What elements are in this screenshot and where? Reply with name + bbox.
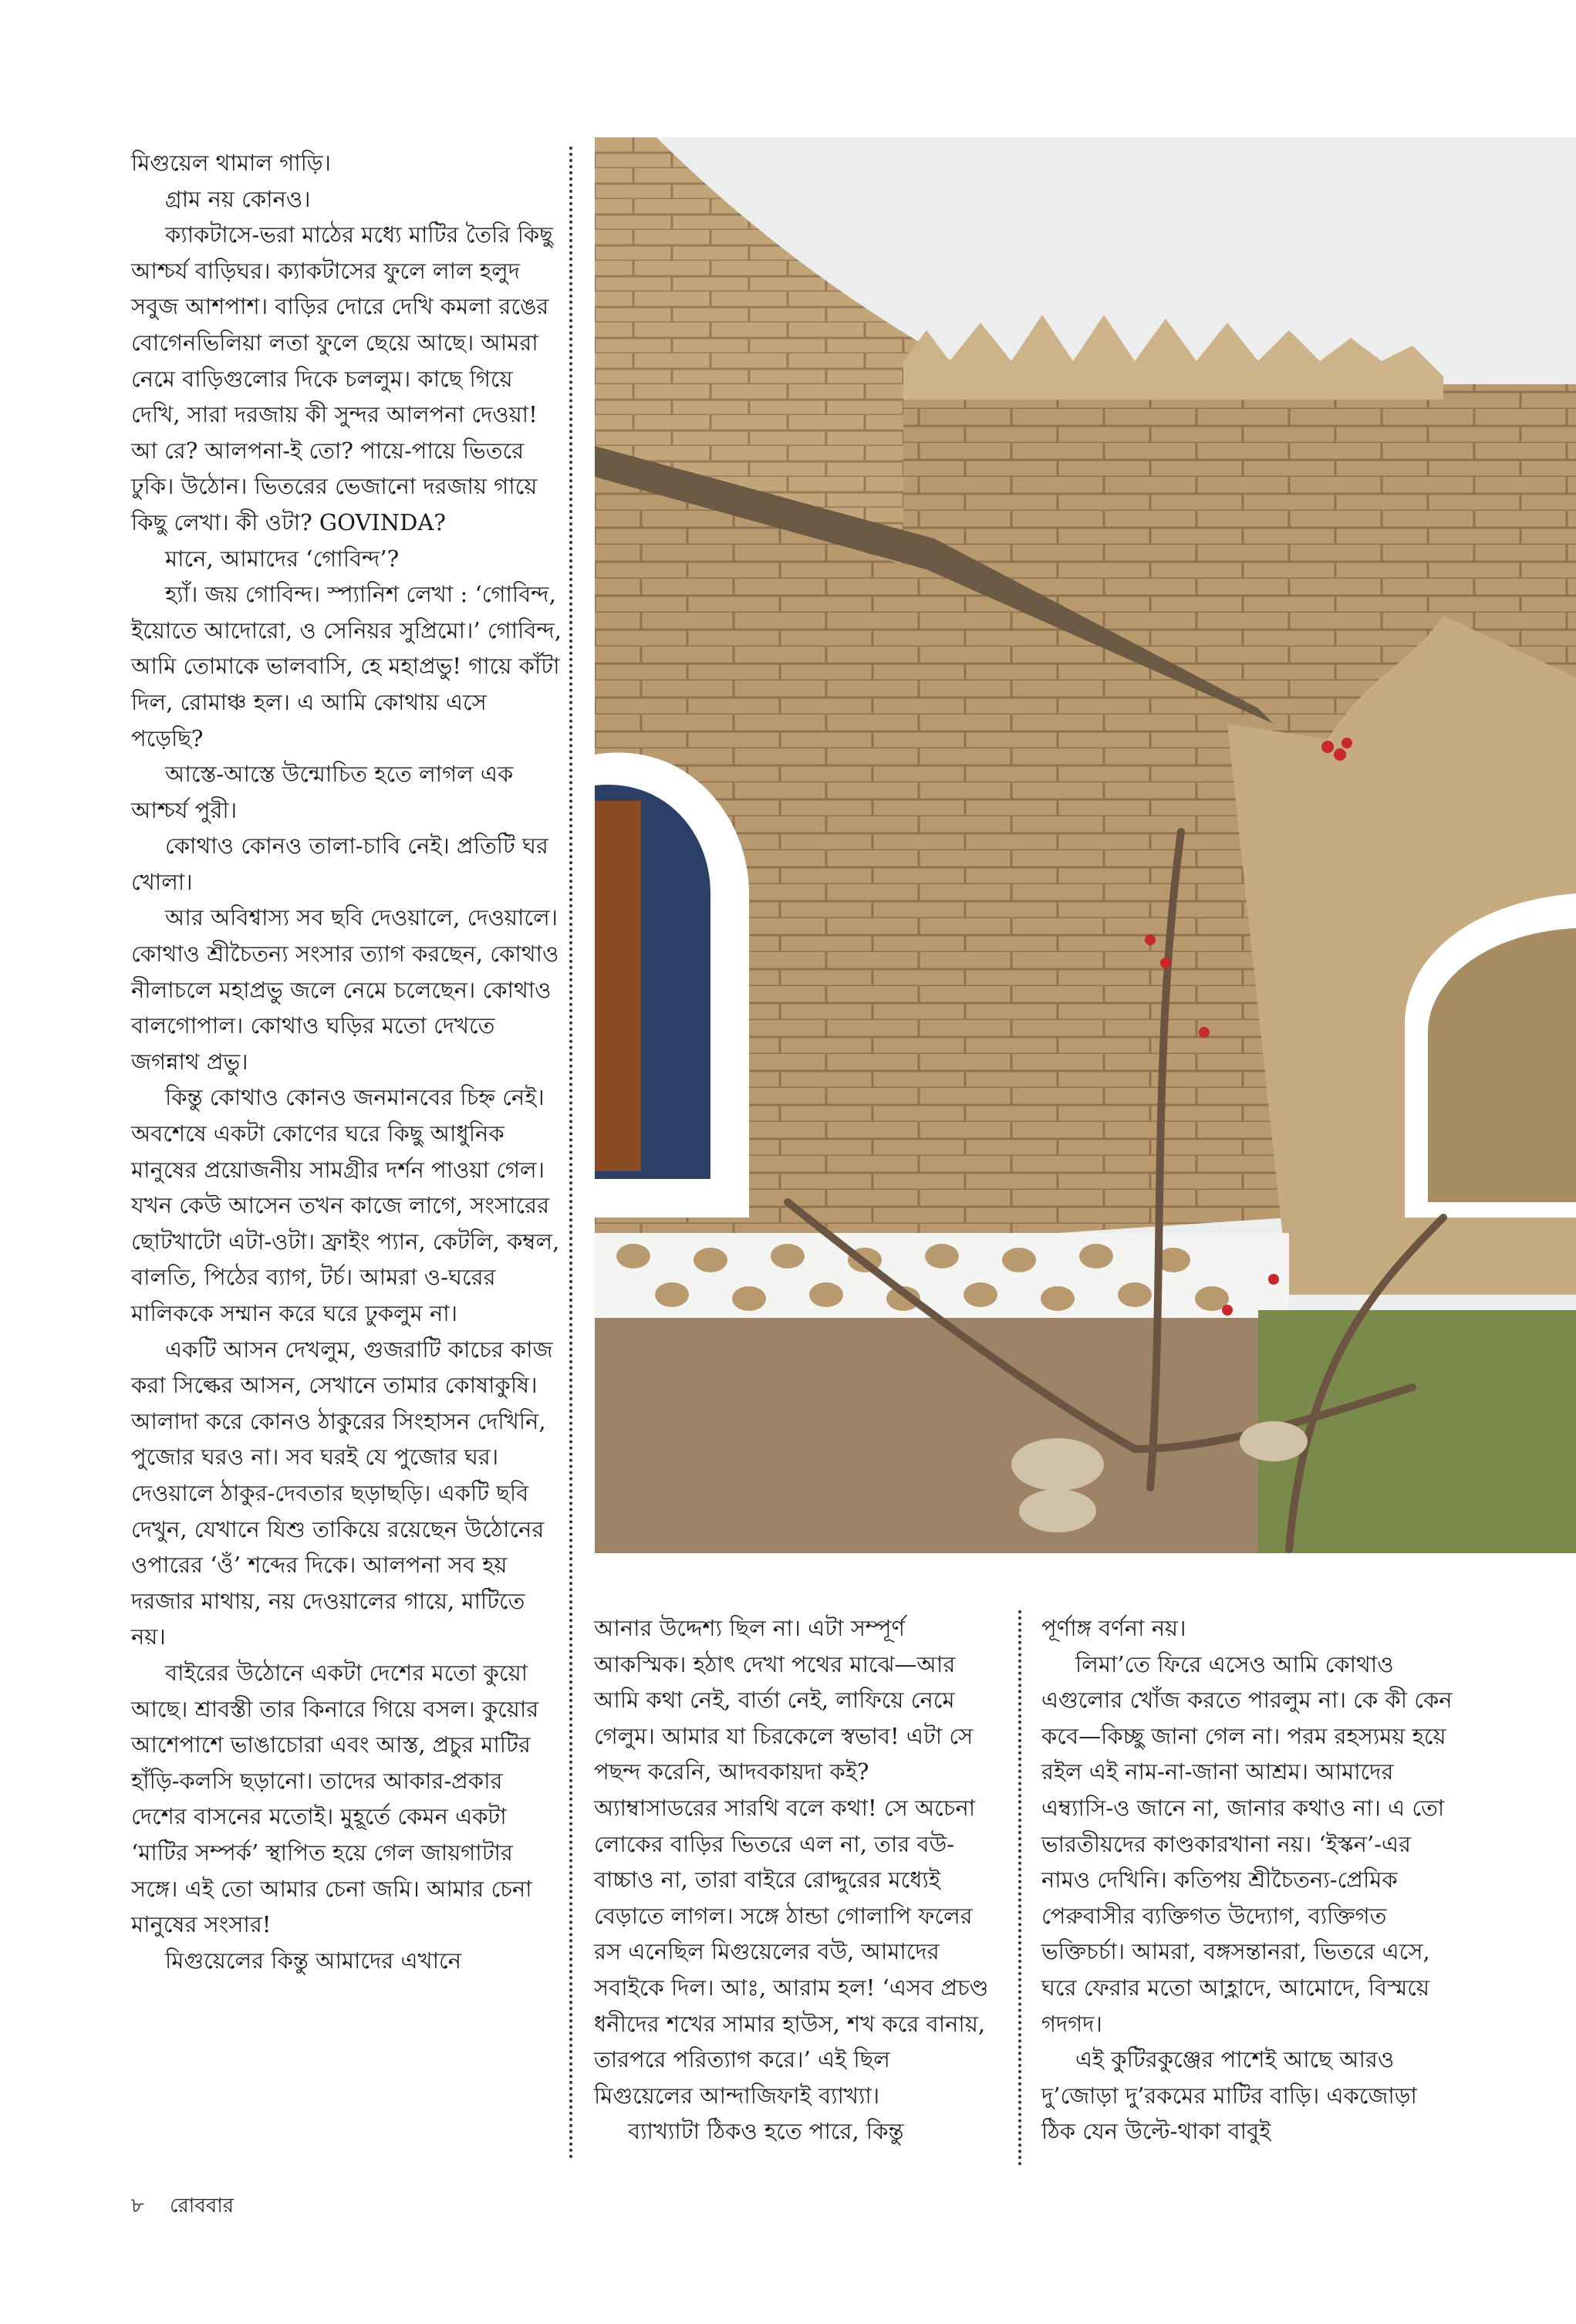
article-column-1 [131,145,563,1978]
paragraph: ক্যাকটাসে-ভরা মাঠের মধ্যে মাটির তৈরি কিছু আশ্চর্য বাড়িঘর। ক্যাকটাসের ফুলে লাল হলুদ সবুজ আশপাশ। বাড়ির দোরে দেখি কমলা রঙের বোগেনভিলিয়া লতা ফুলে ছেয়ে আছে। আমরা নেমে বাড়িগুলোর দিকে চললুম। কাছে গিয়ে দেখি, সারা দরজায় কী সুন্দর আলপনা দেওয়া! আ রে? আলপনা-ই তো? পায়ে-পায়ে ভিতরে ঢুকি। উঠোন। ভিতরের ভেজানো দরজায় গায়ে কিছু লেখা। কী ওটা? GOVINDA? [131,221,553,535]
paragraph: কোথাও কোনও তালা-চাবি নেই। প্রতিটি ঘর খোলা। [131,833,548,895]
paragraph: মিগুয়েল থামাল গাড়ি। [131,150,331,176]
page-number: ৮ [131,2194,144,2218]
paragraph: পূর্ণাঙ্গ বর্ণনা নয়। [1041,1615,1186,1641]
paragraph: আস্তে-আস্তে উন্মোচিত হতে লাগল এক আশ্চর্য পুরী। [131,761,514,823]
adobe-house-image [595,137,1576,1553]
paragraph: ব্যাখ্যাটা ঠিকও হতে পারে, কিন্তু [628,2118,904,2145]
column-divider [1018,1610,1021,2166]
paragraph: কিন্তু কোথাও কোনও জনমানবের চিহ্ন নেই। অবশেষে একটা কোণের ঘরে কিছু আধুনিক মানুষের প্রয়োজনীয় সামগ্রীর দর্শন পাওয়া গেল। যখন কেউ আসেন তখন কাজে লাগে, সংসারের ছোটখাটো এটা-ওটা। ফ্রাইং প্যান, কেটলি, কম্বল, বালতি, পিঠের ব্যাগ, টর্চ। আমরা ও-ঘরের মালিককে সম্মান করে ঘরে ঢুকলুম না। [131,1084,560,1326]
article-column-3 [1041,1610,1458,2150]
paragraph: আর অবিশ্বাস্য সব ছবি দেওয়ালে, দেওয়ালে। কোথাও শ্রীচৈতন্য সংসার ত্যাগ করছেন, কোথাও নীলাচলে মহাপ্রভু জলে নেমে চলেছেন। কোথাও বালগোপাল। কোথাও ঘড়ির মতো দেখতে জগন্নাথ প্রভু। [131,904,559,1075]
paragraph: হ্যাঁ। জয় গোবিন্দ। স্প্যানিশ লেখা : ‘গোবিন্দ, ইয়োতে আদোরো, ও সেনিয়র সুপ্রিমো।’ গোবিন্দ, আমি তোমাকে ভালবাসি, হে মহাপ্রভু! গায়ে কাঁটা দিল, রোমাঞ্চ হল। এ আমি কোথায় এসে পড়েছি? [131,581,562,752]
column-divider [569,147,572,2160]
paragraph: বাইরের উঠোনে একটা দেশের মতো কুয়ো আছে। শ্রাবস্তী তার কিনারে গিয়ে বসল। কুয়োর আশেপাশে ভাঙাচোরা এবং আস্ত, প্রচুর মাটির হাঁড়ি-কলসি ছড়ানো। তাদের আকার-প্রকার দেশের বাসনের মতোই। মুহূর্তে কেমন একটা ‘মাটির সম্পর্ক’ স্থাপিত হয়ে গেল জায়গাটার সঙ্গে। এই তো আমার চেনা জমি। আমার চেনা মানুষের সংসার! [131,1659,539,1938]
paragraph: গ্রাম নয় কোনও। [165,185,311,212]
paragraph: একটি আসন দেখলুম, গুজরাটি কাচের কাজ করা সিল্কের আসন, সেখানে তামার কোষাকুষি। আলাদা করে কোনও ঠাকুরের সিংহাসন দেখিনি, পুজোর ঘরও না। সব ঘরই যে পুজোর ঘর। দেওয়ালে ঠাকুর-দেবতার ছড়াছড়ি। একটি ছবি দেখুন, যেখানে যিশু তাকিয়ে রয়েছেন উঠোনের ওপারের ‘ওঁ’ শব্দের দিকে। আলপনা সব হয় দরজার মাথায়, নয় দেওয়ালের গায়ে, মাটিতে নয়। [131,1336,553,1650]
page-footer [131,2190,234,2224]
paragraph: লিমা’তে ফিরে এসেও আমি কোথাও এগুলোর খোঁজ করতে পারলুম না। কে কী কেন কবে—কিচ্ছু জানা গেল না। পরম রহস্যময় হয়ে রইল এই নাম-না-জানা আশ্রম। আমাদের এম্ব্যাসি-ও জানে না, জানার কথাও না। এ তো ভারতীয়দের কাণ্ডকারখানা নয়। ‘ইস্কন’-এর নামও দেখিনি। কতিপয় শ্রীচৈতন্য-প্রেমিক পেরুবাসীর ব্যক্তিগত উদ্যোগ, ব্যক্তিগত ভক্তিচর্চা। আমরা, বঙ্গসন্তানরা, ভিতরে এসে, ঘরে ফেরার মতো আহ্লাদে, আমোদে, বিস্ময়ে গদগদ। [1041,1650,1453,2037]
article-column-2 [594,1610,995,2150]
paragraph: মিগুয়েলের কিন্তু আমাদের এখানে [165,1947,461,1974]
paragraph: এই কুটিরকুঞ্জের পাশেই আছে আরও দু’জোড়া দু’রকমের মাটির বাড়ি। একজোড়া ঠিক যেন উল্টে-থাকা বাবুই [1041,2046,1417,2145]
article-photo [595,137,1576,1553]
magazine-name: রোববার [169,2194,235,2218]
paragraph: মানে, আমাদের ‘গোবিন্দ’? [165,545,400,572]
paragraph: আনার উদ্দেশ্য ছিল না। এটা সম্পূর্ণ আকস্মিক। হঠাৎ দেখা পথের মাঝে—আর আমি কথা নেই, বার্তা নেই, লাফিয়ে নেমে গেলুম। আমার যা চিরকেলে স্বভাব! এটা সে পছন্দ করেনি, আদবকায়দা কই? অ্যাম্বাসাডরের সারথি বলে কথা! সে অচেনা লোকের বাড়ির ভিতরে এল না, তার বউ-বাচ্চাও না, তারা বাইরে রোদ্দুরের মধ্যেই বেড়াতে লাগল। সঙ্গে ঠান্ডা গোলাপি ফলের রস এনেছিল মিগুয়েলের বউ, আমাদের সবাইকে দিল। আঃ, আরাম হল! ‘এসব প্রচণ্ড ধনীদের শখের সামার হাউস, শখ করে বানায়, তারপরে পরিত্যাগ করে।’ এই ছিল মিগুয়েলের আন্দাজিফাই ব্যাখ্যা। [594,1615,989,2109]
